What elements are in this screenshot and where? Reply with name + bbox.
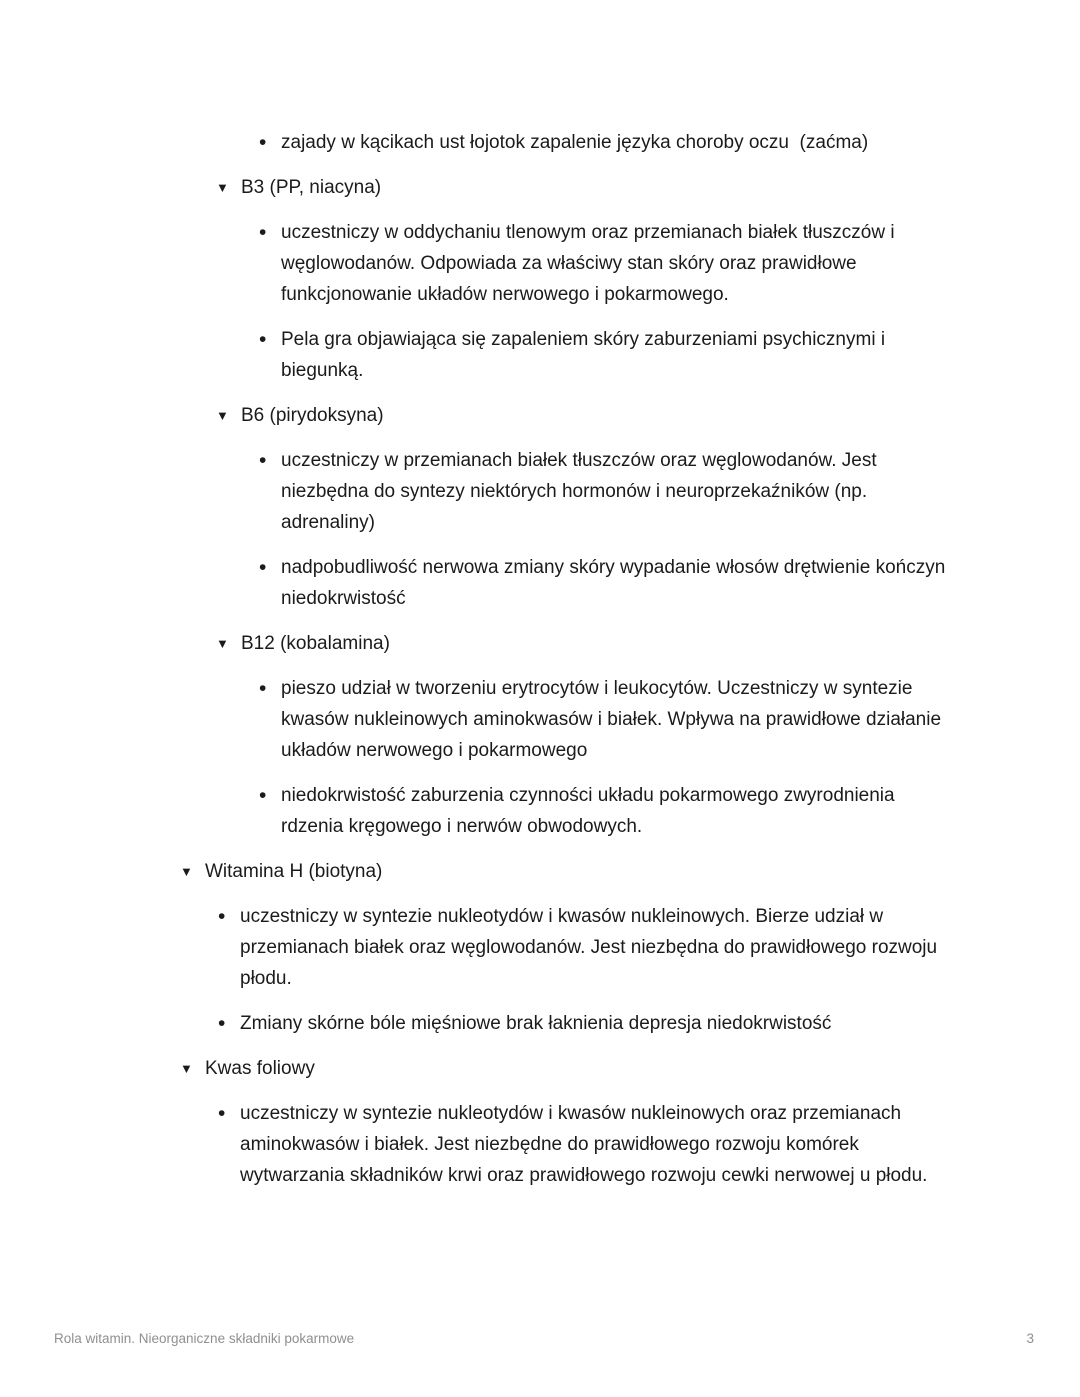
toggle-heading-text: B12 (kobalamina) (241, 633, 390, 654)
toggle-heading (0, 400, 959, 431)
list-item (0, 217, 959, 310)
toggle-heading (0, 172, 959, 203)
list-item (0, 901, 959, 994)
bullet-icon: • (259, 784, 267, 807)
footer-page-number: 3 (1026, 1331, 1034, 1346)
list-item (0, 1098, 959, 1191)
footer-document-title: Rola witamin. Nieorganiczne składniki pokarmowe (54, 1331, 355, 1346)
document-body (0, 127, 959, 1205)
list-item-text: niedokrwistość zaburzenia czynności układu pokarmowego zwyrodnienia rdzenia kręgowego i nerwów obwodowych. (281, 785, 900, 837)
toggle-triangle-icon: ▼ (216, 636, 229, 651)
toggle-heading-text: B3 (PP, niacyna) (241, 177, 382, 198)
list-item (0, 324, 959, 386)
list-item-text: Zmiany skórne bóle mięśniowe brak łaknienia depresja niedokrwistość (240, 1013, 832, 1034)
bullet-icon: • (259, 221, 267, 244)
list-item-text: zajady w kącikach ust łojotok zapalenie języka choroby oczu (zaćma) (281, 132, 869, 153)
bullet-icon: • (218, 1012, 226, 1035)
toggle-triangle-icon: ▼ (216, 408, 229, 423)
bullet-icon: • (259, 449, 267, 472)
list-item (0, 673, 959, 766)
list-item-text: Pela gra objawiająca się zapaleniem skóry zaburzeniami psychicznymi i biegunką. (281, 329, 891, 381)
list-item (0, 1008, 959, 1039)
bullet-icon: • (259, 328, 267, 351)
list-item-text: nadpobudliwość nerwowa zmiany skóry wypadanie włosów drętwienie kończyn niedokrwistość (281, 557, 951, 609)
page-footer (54, 1331, 1034, 1347)
list-item-text: pieszo udział w tworzeniu erytrocytów i leukocytów. Uczestniczy w syntezie kwasów nukleinowych aminokwasów i białek. Wpływa na prawidłowe działanie układów nerwowego i pokarmowego (281, 678, 947, 761)
toggle-heading-text: B6 (pirydoksyna) (241, 405, 384, 426)
list-item-text: uczestniczy w oddychaniu tlenowym oraz przemianach białek tłuszczów i węglowodanów. Odpowiada za właściwy stan skóry oraz prawidłowe funkcjonowanie układów nerwowego i pokarmowego. (281, 222, 900, 305)
toggle-heading-text: Kwas foliowy (205, 1058, 315, 1079)
bullet-icon: • (259, 131, 267, 154)
toggle-heading (0, 1053, 959, 1084)
list-item (0, 127, 959, 158)
list-item (0, 445, 959, 538)
toggle-heading-text: Witamina H (biotyna) (205, 861, 383, 882)
bullet-icon: • (218, 905, 226, 928)
list-item (0, 780, 959, 842)
list-item-text: uczestniczy w syntezie nukleotydów i kwasów nukleinowych. Bierze udział w przemianach białek oraz węglowodanów. Jest niezbędna do prawidłowego rozwoju płodu. (240, 906, 943, 989)
toggle-triangle-icon: ▼ (216, 180, 229, 195)
toggle-heading (0, 856, 959, 887)
bullet-icon: • (259, 677, 267, 700)
toggle-triangle-icon: ▼ (180, 1061, 193, 1076)
bullet-icon: • (218, 1102, 226, 1125)
list-item-text: uczestniczy w przemianach białek tłuszczów oraz węglowodanów. Jest niezbędna do syntezy niektórych hormonów i neuroprzekaźników (np. adrenaliny) (281, 450, 882, 533)
bullet-icon: • (259, 556, 267, 579)
list-item-text: uczestniczy w syntezie nukleotydów i kwasów nukleinowych oraz przemianach aminokwasów i białek. Jest niezbędne do prawidłowego rozwoju komórek wytwarzania składników krwi oraz prawidłowego rozwoju cewki nerwowej u płodu. (240, 1103, 928, 1186)
list-item (0, 552, 959, 614)
toggle-triangle-icon: ▼ (180, 864, 193, 879)
toggle-heading (0, 628, 959, 659)
